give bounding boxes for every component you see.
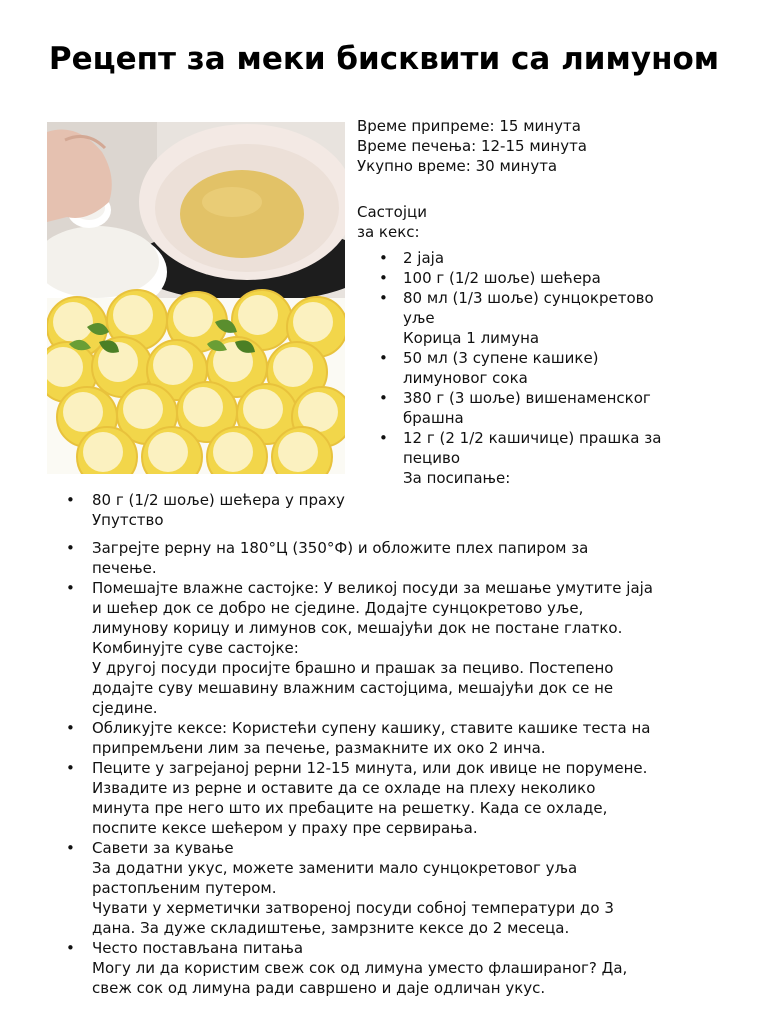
instruction-line: и шећер док се добро не сједине. Додајте сунцокретово уље, (92, 599, 584, 617)
instruction-step (66, 718, 726, 758)
sprinkle-item: • 80 г (1/2 шоље) шећера у праху Упутство (66, 490, 726, 530)
instruction-line: сједине. (92, 699, 158, 717)
recipe-summary (357, 116, 737, 488)
ingredient-item: • 12 г (2 1/2 кашичице) прашка за пециво За посипање: (357, 428, 737, 488)
instruction-line: • Помешајте влажне састојке: У великој посуди за мешање умутите јаја (92, 579, 653, 597)
instruction-line: У другој посуди просијте брашно и прашак за пециво. Постепено (92, 659, 614, 677)
instruction-line: лимунову корицу и лимунов сок, мешајући док не постане глатко. (92, 619, 623, 637)
instruction-line: Комбинујте суве састојке: (92, 639, 299, 657)
instruction-line: дана. За дуже складиштење, замрзните кексе до 2 месеца. (92, 919, 570, 937)
ingredients-heading: Састојци (357, 203, 427, 221)
instruction-step (66, 758, 726, 838)
instruction-line: припремљени лим за печење, размакните их око 2 инча. (92, 739, 546, 757)
instruction-line: Извадите из рерне и оставите да се охладе на плеху неколико (92, 779, 596, 797)
instruction-step (66, 578, 726, 718)
instruction-line: Чувати у херметички затвореној посуди собној температури до 3 (92, 899, 614, 917)
instruction-line: • Загрејте рерну на 180°Ц (350°Ф) и обложите плех папиром за (92, 539, 589, 557)
instruction-line: додајте суву мешавину влажним састојцима, мешајући док се не (92, 679, 614, 697)
instruction-line: поспите кексе шећером у праху пре сервирања. (92, 819, 478, 837)
instruction-line: • Пеците у загрејаној рерни 12-15 минута, или док ивице не порумене. (92, 759, 648, 777)
instruction-line: • Често постављана питања (92, 939, 304, 957)
ingredient-list (357, 248, 737, 488)
instruction-step (66, 538, 726, 578)
cookie-heading: за кекс: (357, 223, 420, 241)
instruction-line: За додатни укус, можете заменити мало сунцокретовог уља (92, 859, 578, 877)
instruction-line: свеж сок од лимуна ради савршено и даје одличан укус. (92, 979, 546, 997)
instruction-line: • Савети за кување (92, 839, 234, 857)
instruction-line: растопљеним путером. (92, 879, 277, 897)
lemon-cookies (47, 290, 345, 474)
ingredient-item: • 50 мл (3 супене кашике) лимуновог сока (357, 348, 737, 388)
instruction-line: • Обликујте кексе: Користећи супену кашику, ставите кашике теста на (92, 719, 651, 737)
bake-time: Време печења: 12-15 минута (357, 137, 588, 155)
recipe-photo (47, 122, 345, 474)
prep-time: Време припреме: 15 минута (357, 117, 581, 135)
instructions-list (66, 538, 726, 998)
instruction-step (66, 838, 726, 938)
ingredient-item: • 380 г (3 шоље) вишенаменског брашна (357, 388, 737, 428)
instruction-line: печење. (92, 559, 157, 577)
ingredient-item: • 2 јаја (357, 248, 737, 268)
instruction-line: минута пре него што их пребаците на решетку. Када се охладе, (92, 799, 608, 817)
instruction-step (66, 938, 726, 998)
instruction-line: Могу ли да користим свеж сок од лимуна уместо флашираног? Да, (92, 959, 628, 977)
ingredient-item: • 100 г (1/2 шоље) шећера (357, 268, 737, 288)
total-time: Укупно време: 30 минута (357, 157, 558, 175)
ingredient-item: • 80 мл (1/3 шоље) сунцокретово уље Корица 1 лимуна (357, 288, 737, 348)
sprinkle-list (66, 490, 726, 530)
page-title: Рецепт за меки бисквити са лимуном (48, 41, 720, 77)
